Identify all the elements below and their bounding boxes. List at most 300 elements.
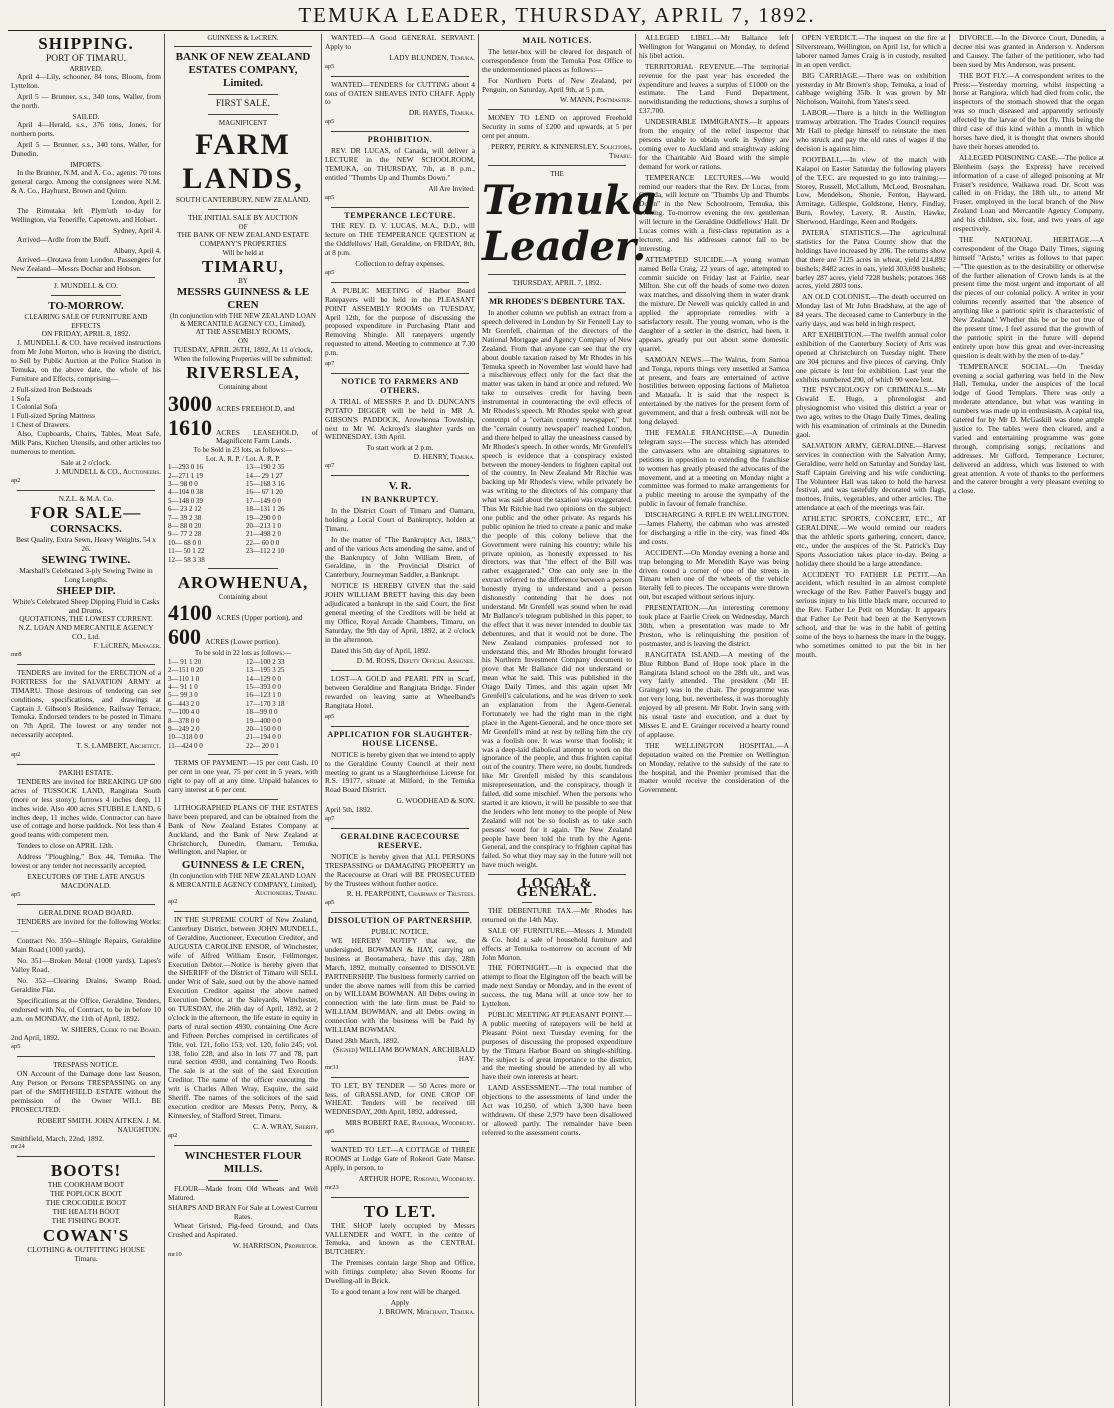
lot-row: 7—100 4 0: [168, 708, 200, 717]
ad-reference: ap5: [11, 890, 21, 898]
containing: Containing about: [218, 593, 268, 601]
news-item: ATTEMPTED SUICIDE.—A young woman named Bella Craig, 22 years of age, attempted to commit suicide on Friday last at Fairlie, near Milton. She cut off the heads of some two dozen wax matches, and dissolving them in water drank the mixture. Dr Newell was quickly called in and applied the appropriate remedies with a satisfactory result. The young woman, who is the daughter of a settler in the district, had been, it appears, greatly put out about some domestic quarrel.: [639, 254, 789, 353]
lot-row: 14— 29 1 27: [246, 471, 283, 480]
divider: [488, 109, 626, 110]
lambert-signature: T. S. LAMBERT, Architect.: [76, 741, 161, 751]
dissolution-heading: DISSOLUTION OF PARTNERSHIP.: [327, 916, 473, 926]
news-item: FOOTBALL.—In view of the match with Kaiapoi on Easter Saturday the following players of the T.F.C. are requested to go into training:—Storey, Russell, McCallum, McLeod, Brosnahan, Low, Mendelson, Shonie, Fenton, Hayward, Armitage, Gillespie, Goldstone, Henry, Findlay, Burn, Rowley, Lavery, R. Austin, Hawke, Sherwood, Hardinge, Keen and Rodgers.: [796, 154, 946, 227]
lot-row: 9—249 2 0: [168, 725, 200, 734]
divider: [331, 1197, 469, 1198]
flour-mills-heading: WINCHESTER FLOUR MILLS.: [184, 1149, 302, 1175]
port-heading: PORT OF TIMARU.: [45, 54, 127, 64]
local-item: THE DEBENTURE TAX.—Mr Rhodes has returned on the 14th May.: [482, 906, 632, 924]
by-label: BY: [238, 277, 248, 286]
start-time: To start work at 2 p.m.: [366, 443, 434, 453]
acres-number: 1610: [168, 414, 212, 440]
news-item: THE NATIONAL HERITAGE.—A correspondent of the Otago Daily Times, signing himself "Aristo," writes as follows to that paper:—"The question as to the desirability or otherwise of the further alienation of Crown lands is at the present time the most urgent and important of all the pieces of our colonial policy. A writer in your columns recently asserted that 'the absence of anything like a patriotic spirit is characteristic of New Zealand.' Whether this be or be not true of the present time, I feel assured that the growth of the patriotic spirit in the future will depend entirely upon how this great and ever-increasing question is dealt with by the men of to-day.": [953, 234, 1104, 360]
board-text: TENDERS are invited for the following Works:—: [11, 916, 161, 935]
sale-date: TUESDAY, APRIL 26TH, 1892, At 11 o'clock,: [173, 344, 313, 354]
acres-text: ACRES FREEHOLD, and: [216, 403, 295, 413]
news-item: LABOR.—There is a hitch in the Wellington tramway arbitration. The Trades Council requires Mr Hall to pledge himself to reinstate the men who struck and pay the old rates of wages if the decision is against him.: [796, 108, 946, 153]
lot-row: 1—293 0 16: [168, 463, 203, 472]
arrived-heading: ARRIVED.: [69, 65, 103, 73]
blunden-signature: LADY BLUNDEN, Temuka.: [389, 52, 475, 62]
news-item: ALLEGED LIBEL.—Mr Ballance left Wellington for Wanganui on Monday, to defend his libel action.: [639, 33, 789, 60]
divider: [208, 209, 278, 210]
lot-row: 17—149 0 0: [246, 496, 281, 505]
arowhenua-heading: AROWHENUA,: [177, 573, 309, 592]
cowan-place: Timaru.: [74, 1253, 98, 1263]
divider: [331, 131, 469, 132]
terms-of-payment: TERMS OF PAYMENT:—15 per cent Cash, 10 per cent in one year, 75 per cent in 5 years, with right to pay off at any time. Unpaid balances to carry interest at 6 per cent.: [168, 758, 318, 794]
all-invited: All Are Invited.: [428, 183, 475, 193]
divider: [208, 94, 278, 95]
acres-text: ACRES (Upper portion), and: [216, 613, 303, 623]
mail-text: The letter-box will be cleared for despatch of correspondence from the Temuka Post Office to the undermentioned places as follows:—: [482, 46, 632, 74]
lot-row: 5— 99 3 0: [168, 691, 198, 700]
lot-row: 10— 68 0 0: [168, 538, 202, 547]
acres-number: 3000: [168, 390, 212, 416]
bankruptcy-notice: NOTICE IS HEREBY GIVEN that the said JOHN WILLIAM BRETT having this day been adjudicated a bankrupt in the said Court, the first general meeting of the Creditors will be held at my Office, Royal Arcade Chambers, Timaru, on Saturday, the 9th day of April, 1892, at 2 o'clock in the afternoon.: [325, 581, 475, 644]
lot-row: 22— 20 0 1: [246, 741, 280, 750]
mail-heading: MAIL NOTICES.: [522, 36, 592, 45]
bowman-signature: (Signed) WILLIAM BOWMAN. ARCHIBALD HAY.: [333, 1044, 475, 1063]
held-at: Will be held at: [222, 248, 264, 257]
divider: [331, 828, 469, 829]
wanted-servant: WANTED—A Good GENERAL SERVANT. Apply to: [325, 33, 475, 51]
lot-row: 20—213 1 0: [246, 521, 281, 530]
mail-text-2: For Northern Ports of New Zealand, per Penguin, on Saturday, April 9th, at 5 p.m.: [482, 75, 632, 94]
divider: [174, 1145, 312, 1146]
boot-item: THE COOKHAM BOOT: [47, 1180, 125, 1190]
divider: [208, 799, 278, 800]
news-item: ACCIDENT.—On Monday evening a horse and trap belonging to Mr Meredith Kaye was being driven round a corner of one of the streets in Timaru when one of the wheels of the vehicle literally fell to pieces. The occupants were thrown out, but escaped without serious injury.: [639, 547, 789, 602]
temperance-text: THE REV. D. V. LUCAS, M.A., D.D., will lecture on THE TEMPERANCE QUESTION at the Oddfellows' Hall, Geraldine, on FRIDAY, 8th, at 8 p.m.: [325, 221, 475, 258]
woodhead-signature: G. WOODHEAD & SON.: [396, 796, 475, 806]
ad-reference: mr24: [11, 1143, 25, 1151]
london-dateline: London, April 2.: [111, 197, 161, 207]
cottage-wanted: WANTED TO LET—A COTTAGE of THREE ROOMS at Lodge Gate of Rokeori Gate Manse. Apply, in person, to: [325, 1145, 475, 1172]
local-item: THE FORTNIGHT.—It is expected that the attempt to float the Elgington off the beach will be made next Sunday or Monday, and in the event of success, the tug Mana will at once tow her to Lyttelton.: [482, 963, 632, 1009]
ad-reference: ap5: [325, 118, 335, 126]
column-1: [8, 34, 165, 1406]
sharps-text: SHARPS AND BRAN For Sale at Lowest Current Rates.: [168, 1203, 318, 1222]
news-item: TEMPERANCE LECTURES.—We would remind our readers that the Rev. Dr Lucas, from Canada, will lecture on "Thumbs Up and Thumbs Down" in the New Schoolroom, Temuka, this evening. To-morrow evening the rev. gentleman will lecture in the Geraldine Oddfellows' Hall. Dr Lucas comes with a first-class reputation as a lecturer, and his addresses cannot fail to be interesting.: [639, 172, 789, 253]
news-item: TERRITORIAL REVENUE.—The territorial revenue for the past year has exceeded the expenditure and leaves a surplus of £1000 on the estimate. The Land Fund Department, notwithstanding the reductions, shows a surplus of £37,700.: [639, 61, 789, 116]
assembly-rooms: AT THE ASSEMBLY ROOMS,: [195, 327, 291, 337]
district-court: In the District Court of Timaru and Oamaru, holding a Local Court of Bankruptcy, holden at Timaru.: [325, 505, 475, 533]
divider: [331, 282, 469, 283]
also-text: Also, Cupboards, Chairs, Tables, Meat Safe, Milk Pans, Kitchen Utensils, and other articles too numerous to mention.: [11, 429, 161, 456]
lot-row: 5—148 0 39: [168, 496, 203, 505]
furniture-item: 1 Sofa: [11, 393, 31, 403]
executors: EXECUTORS OF THE LATE ANGUS MACDONALD.: [27, 871, 145, 890]
lots-table: [168, 463, 318, 564]
ad-reference: ap7: [325, 815, 335, 823]
divider: [17, 904, 155, 905]
quotations: QUOTATIONS, THE LOWEST CURRENT.: [19, 614, 153, 624]
lots-table: [168, 658, 318, 750]
furniture-item: 1 Full-sized Spring Mattress: [11, 411, 95, 421]
agency-signature: F. LeCREN, Manager.: [93, 641, 161, 651]
lot-row: 16— 67 1 20: [246, 488, 283, 497]
lot-row: 13—195 3 25: [246, 666, 285, 675]
harrison-signature: W. HARRISON, Proprietor.: [232, 1241, 318, 1251]
lot-row: 22— 60 0 0: [246, 538, 280, 547]
news-item: BIG CARRIAGE.—There was on exhibition yesterday in Mr Brown's shop, Temuka, a load of cabbage weighing 35lb. It was grown by Mr Nicholson, Waitohi, from Yates's seed.: [796, 70, 946, 107]
imports-text: In the Brunner, N.M. and A. Co., agents: 70 tons general cargo. Among the consignees were N.M. & A. Co., Hayhurst, Brown and Quinn.: [11, 168, 161, 196]
ad-reference: mr8: [11, 651, 22, 659]
magnificent: MAGNIFICENT: [218, 119, 268, 128]
column-3: [322, 34, 479, 1406]
column-4: [479, 34, 658, 1406]
acres-upper: [168, 601, 318, 625]
supreme-court-notice: IN THE SUPREME COURT of New Zealand, Canterbury District, between JOHN MUNDELL, of Geraldine, Auctioneer, Execution Creditor, and AUGUSTA CAROLINE ENSOR, of Winchester, wife of Alfred William Ensor, Fellmonger, Execution Debtor.—Notice is hereby given that the SHERIFF of the District of Timaru will SELL under Writ of Sale, sued out by the above named Execution Creditor against the above named Execution Debtor, at the Saleyards, Winchester, on TUESDAY, the 26th day of April, 1892, at 2 o'clock in the afternoon, the life estate in equity in parts of rural section 4930, containing One Acre and Fifteen Perches comprised in certificates of Title, vol. 121, folio 153; vol. 120, folio 245; vol. 138, folio 228, and also in lots 77 and 78, part rural section 4930, and containing Two Roods. The sale is at the suit of the said Execution Creditor. The name of the officer executing the writ is Charles Allen Wray, Esquire, the said Sheriff. The names of the solicitors of the said execution creditor are Messrs Perry, Perry, & Kinnersley, of Stafford Street, Timaru.: [168, 914, 318, 1120]
lot-row: 21—498 2 0: [246, 530, 281, 539]
local-item: SALE OF FURNITURE.—Messrs J. Mundell & Co. hold a sale of household furniture and effects at Temuka to-morrow on account of Mr John Morton.: [482, 925, 632, 962]
wray-signature: C. A. WRAY, Sheriff.: [253, 1121, 318, 1131]
bankruptcy-matter: In the matter of "The Bankruptcy Act, 1883," and of the various Acts amending the same, and of the Bankruptcy of John William Brett, of Geraldine, in the Provincial District of Canterbury, Journeyman Saddler, a Bankrupt.: [325, 534, 475, 580]
news-item: ALLEGED POISONING CASE.—The police at Blenheim (says the Express) have received information of a case of alleged poisoning at Mr Fraser's residence, Waikawa road. Dr. Scott was called in on Friday, the 18th ult., to attend Mr Fraser, employed in the local branch of the New Zealand Loan and Mercantile Agency Company, and his children, six, four, and two years of age respectively.: [953, 152, 1104, 234]
ad-reference: ap5: [325, 713, 335, 720]
trespass-heading: TRESPASS NOTICE.: [53, 1060, 119, 1070]
pakihi-heading: PAKIHI ESTATE.: [58, 768, 114, 777]
the-label: THE: [550, 169, 564, 178]
sewing-text: Marshall's Celebrated 3-ply Sewing Twine in Long Lengths.: [19, 565, 153, 584]
contract-3: No. 352—Clearing Drains, Swamp Road, Geraldine Flat.: [11, 976, 161, 994]
shop-text: THE SHOP lately occupied by Messrs VALLENDER and WATT, in the centre of Temuka, and known as the CENTRAL BUTCHERY.: [325, 1220, 475, 1257]
dissolution-text: WE HEREBY NOTIFY that we, the undersigned, BOWMAN & HAY, carrying on business at Bootamahera, have this day, 28th March, 1892, mutually consented to DISSOLVE PARTNERSHIP. The business formerly carried on under the above names will from this be carried on by WILLIAM BOWMAN. All Debts owing in connection with the late firm must be Paid to WILLIAM BOWMAN, and all Debts owing in connection with the business will be Paid by WILLIAM BOWMAN.: [325, 936, 475, 1035]
lot-row: 13—190 2 35: [246, 463, 285, 472]
sewing-heading: SEWING TWINE.: [41, 553, 131, 566]
divider: [17, 277, 155, 278]
ad-reference: ap5: [325, 1128, 335, 1136]
divider: [208, 754, 278, 755]
boots-heading: BOOTS!: [50, 1161, 122, 1181]
lots-header: Lot. A. R. P. / Lot. A. R. P.: [205, 454, 281, 463]
contract-2: No. 351—Broken Metal (1000 yards), Lapes's Valley Road.: [11, 956, 161, 975]
furniture-item: 1 Colonial Sofa: [11, 402, 58, 412]
first-sale: FIRST SALE.: [215, 99, 271, 110]
vr-heading: V. R.: [388, 480, 412, 493]
lot-row: 10—318 0 0: [168, 733, 203, 742]
ad-reference: mr31: [325, 1063, 339, 1071]
divider: [208, 568, 278, 569]
containing: Containing about: [218, 383, 268, 392]
divider: [331, 1141, 469, 1142]
acres-leasehold: [168, 416, 318, 447]
news-item: THE PSYCHOLOGY OF CRIMINALS.—Mr Oswald E. Hugo, a phrenologist and physiognomist who visited this district a year or two ago, writes to the Otago Daily Times, dealing with his examination of criminals at the Dunedin gaol.: [796, 385, 946, 439]
bank-properties: THE BANK OF NEW ZEALAND ESTATE COMPANY'S PROPERTIES: [177, 230, 309, 248]
pakihi-close: Tenders to close on APRIL 12th.: [17, 841, 114, 851]
news-item: THE BOT FLY.—A correspondent writes to the Press:—Yesterday morning, whilst inspecting a horse at Rangiora, which had died from colic, the inspectors of the stomach showed that the organ was so much diseased and apparently seriously affected by the larvae of the bot fly. This being the third case of this kind within a month in which horses have died, it is thought that owners should have their horses attended to.: [953, 70, 1104, 151]
cornsacks-heading: CORNSACKS.: [50, 522, 122, 535]
conjunction-text: (In conjunction with THE NEW ZEALAND LOAN & MERCANTILE AGENCY CO., Limited),: [170, 311, 316, 329]
riverslea-heading: RIVERSLEA,: [186, 363, 300, 383]
news-item: TEMPERANCE SOCIAL.—On Tuesday evening a social gathering was held in the New Hall, Temuka, under the auspices of the local lodge of Good Templars. There was only a moderate attendance, but what was wanting in numbers was made up in enthusiasm. A capital tea, catered for by Mr D. McGaskill was done ample justice to. The tables were then cleared, and a varied and entertaining programme was gone through, comprising songs, recitations and addresses. Mr Gifford, Temperance Lecturer, delivered an address, which was listened to with great attention. A vote of thanks to the performers and the caterer brought a very pleasant evening to a close.: [953, 361, 1104, 496]
slaughter-date: April 5th, 1892.: [325, 805, 373, 815]
nzl-heading: N.Z.L. & M.A. Co.: [58, 494, 114, 503]
furniture-item: 1 Chest of Drawers.: [11, 420, 71, 430]
news-item: DISCHARGING A RIFLE IN WELLINGTON.—James Flaherty, the cabman who was arrested for discharging a rifle in the city, was fined 40s and costs.: [639, 510, 789, 546]
lot-row: 20—150 0 0: [246, 725, 281, 734]
to-let-heading: TO LET.: [363, 1201, 437, 1221]
on-label: ON: [237, 337, 249, 346]
divider: [331, 912, 469, 913]
temuka-leader-nameplate: Temuka Leader.: [482, 177, 658, 271]
farm-lands-heading: FARM LANDS,: [182, 127, 304, 195]
local-item: LAND ASSESSMENT.—The total number of objections to the assessments of land under the Act was 10,250, of which 3,300 have been withdrawn. Of these 2,979 have been disallowed or allowed partly. The remainder have been referred to the assessment courts.: [482, 1083, 632, 1137]
lot-row: 12— 58 3 38: [168, 555, 205, 564]
lot-row: 1— 91 1 20: [168, 657, 202, 666]
furniture-list: [11, 386, 161, 431]
sydney-dateline: Sydney, April 4.: [113, 225, 161, 235]
lot-row: 6—443 2 0: [168, 699, 200, 708]
divider: [174, 46, 312, 47]
mundell-text: J. MUNDELL & CO. have received instructions from Mr John Morton, who is leaving the district, to Sell by Public Auction at the Police Station in Temuka, on the above date, the whole of his Furniture and Effects, comprising—: [11, 338, 161, 383]
column-6: [793, 34, 950, 1406]
to-let-tender: TO LET, BY TENDER — 50 Acres more or less, of GRASSLAND, for ONE CROP OF WHEAT. Tenders will be received till WEDNESDAY, 20th April, 1892, addressed,: [325, 1080, 475, 1117]
bankruptcy-date: Dated this 5th day of April, 1892.: [331, 645, 431, 655]
for-sale-heading: FOR SALE—: [30, 502, 142, 522]
ad-reference: mr10: [168, 1250, 182, 1258]
ad-reference: ap5: [325, 62, 335, 70]
rae-signature: MRS ROBERT RAE, Rauhara, Woodbury.: [345, 1118, 475, 1128]
boot-item: THE CROCODILE BOOT: [45, 1198, 127, 1208]
tenant-text: To a good tenant a low rent will be charged.: [331, 1286, 461, 1296]
divider: [331, 726, 469, 727]
public-notice: PUBLIC NOTICE.: [371, 927, 429, 937]
divider: [331, 373, 469, 374]
acres-number: 4100: [168, 600, 212, 626]
divider: [51, 295, 121, 296]
lot-row: 3— 98 0 0: [168, 479, 198, 488]
bank-heading: BANK OF NEW ZEALAND ESTATES COMPANY, Limited.: [175, 51, 311, 90]
divider: [17, 1156, 155, 1157]
sheep-text: White's Celebrated Sheep Dipping Fluid in Casks and Drums.: [12, 596, 160, 615]
mundell-signature: J. MUNDELL & CO., Auctioneers.: [55, 466, 161, 476]
column-5: [636, 34, 793, 1406]
ad-reference: ap2: [11, 751, 21, 759]
pakihi-address: Address "Ploughing," Box 44, Temuka. The lowest or any tender not necessarily accepted.: [11, 852, 161, 871]
wanted-tenders: WANTED—TENDERS for CUTTING about 4 tons of OATEN SHEAVES INTO CHAFF. Apply to: [325, 79, 475, 107]
column-2: [165, 34, 322, 1406]
lot-row: 7— 39 2 38: [168, 513, 202, 522]
divider: [331, 1077, 469, 1078]
flour-text: FLOUR—Made from Old Wheats and Well Matured.: [168, 1183, 318, 1202]
cowan-text: CLOTHING & OUTFITTING HOUSE: [27, 1244, 145, 1254]
acres-freehold: [168, 392, 318, 416]
ad-reference: mr23: [325, 1183, 339, 1191]
ad-reference: ap5: [325, 899, 335, 907]
lot-row: 11— 50 1 22: [168, 547, 205, 556]
sailed-1: April 4—Herald, s.s., 376 tons, Jones, for northern ports.: [11, 120, 161, 139]
messrs-heading: MESSRS GUINNESS & LE CREN: [176, 285, 310, 311]
harbor-meeting: A PUBLIC MEETING of Harbor Board Ratepayers will be held in the PLEASANT POINT ASSEMBLY ROOMS on TUESDAY, April 12th, for the purpose of discussing the proposed expenditure in Purchasing Plant and Removing Shingle. All ratepayers urgently requested to attend. Meeting to commence at 7.30 p.m.: [325, 285, 475, 358]
premises-text: The Premises contain large Shop and Office, with fittings complete; also Seven Rooms for Dwelling-all in Brick.: [325, 1258, 475, 1286]
column-7: [950, 34, 1107, 1406]
news-item: ATHLETIC SPORTS, CONCERT, ETC., AT GERALDINE.—We would remind our readers that the athletic sports gathering, concert, dance, etc., under the auspices of the St. Patrick's Day Sports Association takes place to-day. Being a holiday there should be a large attendance.: [796, 514, 946, 568]
timaru-heading: TIMARU,: [201, 257, 285, 277]
road-board-heading: GERALDINE ROAD BOARD.: [38, 907, 134, 917]
lot-row: 15—393 0 0: [246, 683, 281, 692]
board-date: 2nd April, 1892.: [11, 1033, 60, 1043]
ad-reference: ap5: [11, 1043, 21, 1051]
london-text: The Rimutaka left Plym'uth to-day for Wellington, via Teneriffe, Capetown, and Hobart.: [11, 206, 161, 224]
editorial-title: MR RHODES'S DEBENTURE TAX.: [489, 296, 625, 307]
clearing-sale: CLEARING SALE OF FURNITURE AND EFFECTS: [24, 313, 148, 330]
news-item: OPEN VERDICT.—The inquest on the fire at Silverstream, Wellington, on April 1st, for which a laborer named James Craig is in custody, resulted in an open verdict.: [796, 33, 946, 69]
slaughter-text: NOTICE is hereby given that we intend to apply to the Geraldine County Council at their next meeting to grant us a Slaughterhouse License for R.S. 19177, situate at Milford, in the Temuka Road Board District.: [325, 749, 475, 795]
specifications: Specifications at the Office, Geraldine. Tenders, endorsed with No. of Contract, to be in before 10 a.m. on MONDAY, the 11th of April, 1892.: [11, 995, 161, 1023]
news-item: ART EXHIBITION.—The twelfth annual color exhibition of the Canterbury Society of Arts was opened at Christchurch on Tuesday night. There are 304 pictures and five pieces of carving. Only one picture is lent for exhibition. Last year the exhibits numbered 290, of which 90 were lent.: [796, 330, 946, 384]
divider: [17, 1056, 155, 1057]
news-item: ACCIDENT TO FATHER LE PETIT.—An accident, which resulted in an almost complete wreckage of the Rev. Father Pauvel's buggy and serious injury to his little black mare, occurred to the Rev. Father Le Petit on Monday. It appears that Father Le Petit had been at the Kerrytown school, and that he was in the habit of getting some of the boys to harness the mare in the buggy, who sometimes omitted to put the bit in her mouth.: [796, 569, 946, 659]
boot-item: THE HEALTH BOOT: [52, 1207, 120, 1217]
columns: [8, 34, 1106, 1406]
trespass-signature: ROBERT SMITH. JOHN AITKEN. J. M. NAUGHTON.: [37, 1115, 161, 1134]
acres-text: ACRES LEASEHOLD, of Magnificent Farm Lands.: [216, 427, 318, 446]
news-item: UNDESIRABLE IMMIGRANTS.—It appears from the enquiry of the relief inspector that persons unable to obtain work in Sydney are coming over to Auckland and straightway asking for the Charitable Aid Board with the simple demand for work or rations.: [639, 117, 789, 171]
boot-item: THE POPLOCK BOOT: [50, 1189, 122, 1199]
auctioneers-signature: Auctioneers, Timaru.: [254, 888, 318, 898]
divider: [488, 165, 626, 166]
slaughter-heading: APPLICATION FOR SLAUGHTER-HOUSE LICENSE.: [327, 729, 473, 748]
lot-row: 9— 77 2 28: [168, 530, 202, 539]
divider: [208, 1180, 278, 1181]
news-item: SAMOAN NEWS.—The Walrus, from Samoa and Tonga, reports things very unsettled at Samoa at present, and fears are entertained of active hostilities between opposing factions of Malietoa and Mataafa. It is said that the respect is entertained by the natives for the present form of government, and that a fresh outbreak will not be long delayed.: [639, 354, 789, 427]
lot-row: 23—112 2 10: [246, 547, 285, 556]
divider: [174, 911, 312, 912]
lots-intro: To be Sold in 23 lots, as follows:—: [193, 446, 293, 455]
sheep-heading: SHEEP DIP.: [56, 584, 116, 597]
boot-item: THE FISHING BOOT.: [51, 1215, 121, 1225]
mundell-heading: J. MUNDELL & CO.: [54, 281, 118, 291]
shipping-heading: SHIPPING.: [38, 34, 134, 53]
news-item: SALVATION ARMY, GERALDINE.—Harvest services in connection with the Salvation Army, Geraldine, were held on Saturday and Sunday last, Staff Captain Greiving and his wife conducting. The Volunteer Hall was taken to hold the harvest festival, and was tastefully decorated with flags, mottoes, fruits, vegetables, and other articles. The attendance at each of the meetings was fair.: [796, 440, 946, 513]
lot-row: 8—378 0 0: [168, 716, 200, 725]
divider: [331, 207, 469, 208]
shiers-signature: W. SHIERS, Clerk to the Board.: [61, 1024, 161, 1034]
furniture-item: 2 Full-sized Iron Bedsteads: [11, 384, 93, 394]
divider: [208, 114, 278, 115]
imports-heading: IMPORTS.: [70, 161, 102, 170]
divider: [522, 902, 592, 903]
hayes-signature: DR. HAYES, Temuka.: [408, 108, 475, 118]
lot-row: 18—99 0 0: [246, 708, 278, 717]
cowan-heading: COWAN'S: [42, 1225, 130, 1245]
lot-row: 8— 88 0 20: [168, 521, 202, 530]
divider: [331, 76, 469, 77]
henry-signature: D. HENRY, Temuka.: [413, 452, 475, 462]
lot-row: 15—168 3 16: [246, 479, 285, 488]
lot-row: 17—170 3 18: [246, 699, 285, 708]
south-canterbury: SOUTH CANTERBURY, NEW ZEALAND.: [175, 194, 311, 204]
acres-lower: [168, 625, 318, 649]
news-item: THE WELLINGTON HOSPITAL.—A deputation waited on the Premier on Wellington on Monday, relative to the subsidy of the rate to the hospital, and the Premier promised that the matter would receive the consideration of the Government.: [639, 740, 789, 795]
local-item: PUBLIC MEETING AT PLEASANT POINT.—A public meeting of ratepayers will be held at Pleasant Point next Tuesday evening for the purposes of discussing the proposed expenditure by the Timaru Harbor Board on shingle-shifting. The subject is of great importance to the district, and the meeting should be attended by all who have their own interests at heart.: [482, 1009, 632, 1082]
lot-row: 12—100 2 33: [246, 657, 285, 666]
smithfield-date: Smithfield, March, 22nd, 1892.: [11, 1133, 104, 1143]
hope-signature: ARTHUR HOPE, Rokonui, Woodbury.: [358, 1173, 475, 1183]
local-general-heading: LOCAL & GENERAL.: [516, 876, 598, 901]
boots-list: [11, 1181, 161, 1226]
ross-signature: D. M. ROSS, Deputy Official Assignee.: [356, 656, 475, 666]
ad-reference: ap2: [168, 898, 178, 906]
sydney-text: Arrived—Ardle from the Bluff.: [17, 234, 111, 244]
news-item: PRESENTATION.—An interesting ceremony took place at Fairlie Creek on Wednesday, March 30th, when a presentation was made to Mr Preston, who is relinquishing the position of postmaster, and is leaving the district.: [639, 603, 789, 648]
guinness-heading: GUINNESS & LE CREN,: [181, 859, 305, 872]
news-item: PATERA STATISTICS.—The agricultural statistics for the Patea County show that the holdings have increased by 206. The returns show that there are 7125 acres in wheat, yield 214,892 bushels; 8482 acres in oats, yield 303,698 bushels; barley 287 acres, yield 7228 bushels; potatoes 368 acres, yield 2803 tons.: [796, 228, 946, 291]
lot-row: 14—129 0 0: [246, 674, 281, 683]
divider: [331, 670, 469, 671]
racecourse-text: NOTICE is hereby given that ALL PERSONS TRESPASSING or DAMAGING PROPERTY on the Racecourse at Orari will BE PROSECUTED by the Trustees without further notice.: [325, 851, 475, 888]
arrival-1: April 4—Lily, schooner, 84 tons, Bloom, from Lyttelton.: [11, 72, 161, 91]
lot-row: 2—151 0 20: [168, 666, 203, 675]
leader-date: THURSDAY, APRIL 7, 1892.: [512, 278, 602, 288]
albany-text: Arrived—Orotava from London. Passengers for New Zealand—Messrs Dochar and Hobson.: [11, 254, 161, 273]
agents-heading: GUINNESS & LeCREN.: [207, 34, 279, 42]
collection-text: Collection to defray expenses.: [355, 259, 445, 269]
news-item: AN OLD COLONIST.—The death occurred on Monday last of Mr John Bradshaw, at the age of 84 years. The deceased came to Canterbury in the early days, and was held in high respect.: [796, 292, 946, 329]
offered-text: When the following Properties will be submitted:: [173, 354, 313, 363]
tomorrow-heading: TO-MORROW.: [48, 300, 124, 313]
perry-signature: PERRY, PERRY, & KINNERSLEY, Solicitors, Timaru.: [490, 142, 632, 160]
wheat-text: Wheat Gristed, Pig-feed Ground, and Oats Crushed and Aspirated.: [168, 1221, 318, 1240]
initial-sale: THE INITIAL SALE BY AUCTION: [188, 212, 298, 222]
farmers-heading: NOTICE TO FARMERS AND OTHERS.: [341, 377, 459, 395]
lot-row: 19—400 0 0: [246, 716, 281, 725]
dissolution-date: Dated 28th March, 1892.: [325, 1036, 400, 1045]
lot-row: 21—194 0 0: [246, 733, 281, 742]
divider: [488, 274, 626, 275]
albany-dateline: Albany, April 4.: [113, 245, 161, 255]
divider: [17, 764, 155, 765]
divider: [488, 292, 626, 293]
ad-reference: ap7: [325, 360, 335, 368]
lot-row: 4—104 0 38: [168, 488, 203, 497]
conjunction-text: (In conjunction with THE NEW ZEALAND LOAN & MERCANTILE AGENCY COMPANY, Limited),: [169, 872, 317, 889]
trespass-text: ON Account of the Damage done last Season, Any Person or Persons TRESPASSING on any part of the SMITHFIELD ESTATE without the permission of the Owner WILL BE PROSECUTED.: [11, 1069, 161, 1114]
racecourse-heading: GERALDINE RACECOURSE RESERVE.: [340, 831, 460, 850]
news-item: DIVORCE.—In the Divorce Court, Dunedin, a decree nisi was granted in Anderson v. Anderson and Causey. The father of the petitioner, who had been sued by Mrs Anderson, was present.: [953, 33, 1104, 69]
lot-row: 6— 23 2 12: [168, 505, 202, 514]
acres-number: 600: [168, 624, 201, 650]
apply-label: Apply: [390, 1297, 410, 1307]
lot-row: 4— 91 1 0: [168, 683, 198, 692]
lot-row: 2—271 1 19: [168, 471, 203, 480]
brown-signature: J. BROWN, Merchant, Temuka.: [378, 1306, 475, 1316]
pearpoint-signature: R. H. PEARPOINT, Chairman of Trustees.: [346, 889, 475, 899]
of-label: OF: [238, 222, 248, 231]
masthead: TEMUKA LEADER, THURSDAY, APRIL 7, 1892.: [8, 0, 1106, 31]
money-to-lend: MONEY TO LEND on approved Freehold Security in sums of £200 and upwards, at 5 per cent per annum.: [482, 113, 632, 141]
ad-reference: ap2: [11, 476, 21, 484]
lithographed-plans: LITHOGRAPHED PLANS OF THE ESTATES have been prepared, and can be obtained from the Bank of New Zealand Estates Company at Auckland, and the Bank of New Zealand at Christchurch, Dunedin, Oamaru, Temuka, Wellington, and Napier, or: [168, 802, 318, 857]
mann-signature: W. MANN, Postmaster.: [560, 95, 632, 105]
contract-1: Contract No. 350—Shingle Repairs, Geraldine Main Road (1000 yards).: [11, 936, 161, 955]
friday-date: ON FRIDAY, APRIL 8, 1892.: [41, 329, 131, 339]
ad-reference: ap5: [325, 193, 335, 201]
temperance-heading: TEMPERANCE LECTURE.: [344, 210, 456, 220]
cornsacks-text: Best Quality, Extra Sewn, Heavy Weights, 54 x 26.: [15, 534, 156, 553]
acres-text: ACRES (Lower portion).: [205, 637, 280, 647]
news-item: THE FEMALE FRANCHISE.—A Dunedin telegram says:—The success which has attended the canvassers who are obtaining signatures to petitions in opposition to extending the franchise to women has greatly pleased the advocates of the movement, and at a meeting on Monday night a committee was formed to make arrangements for a public meeting to arouse the sympathy of the public in favour of female franchise.: [639, 427, 789, 509]
lots-intro: To be sold in 22 lots as follows:—: [194, 649, 292, 658]
arrival-2: April 5 — Brunner, s.s., 340 tons, Waller, from the north.: [11, 92, 161, 111]
sailed-2: April 5 — Brunner, s.s., 340 tons, Waller, for Dunedin.: [11, 140, 161, 159]
bankruptcy-heading: IN BANKRUPTCY.: [361, 495, 439, 505]
